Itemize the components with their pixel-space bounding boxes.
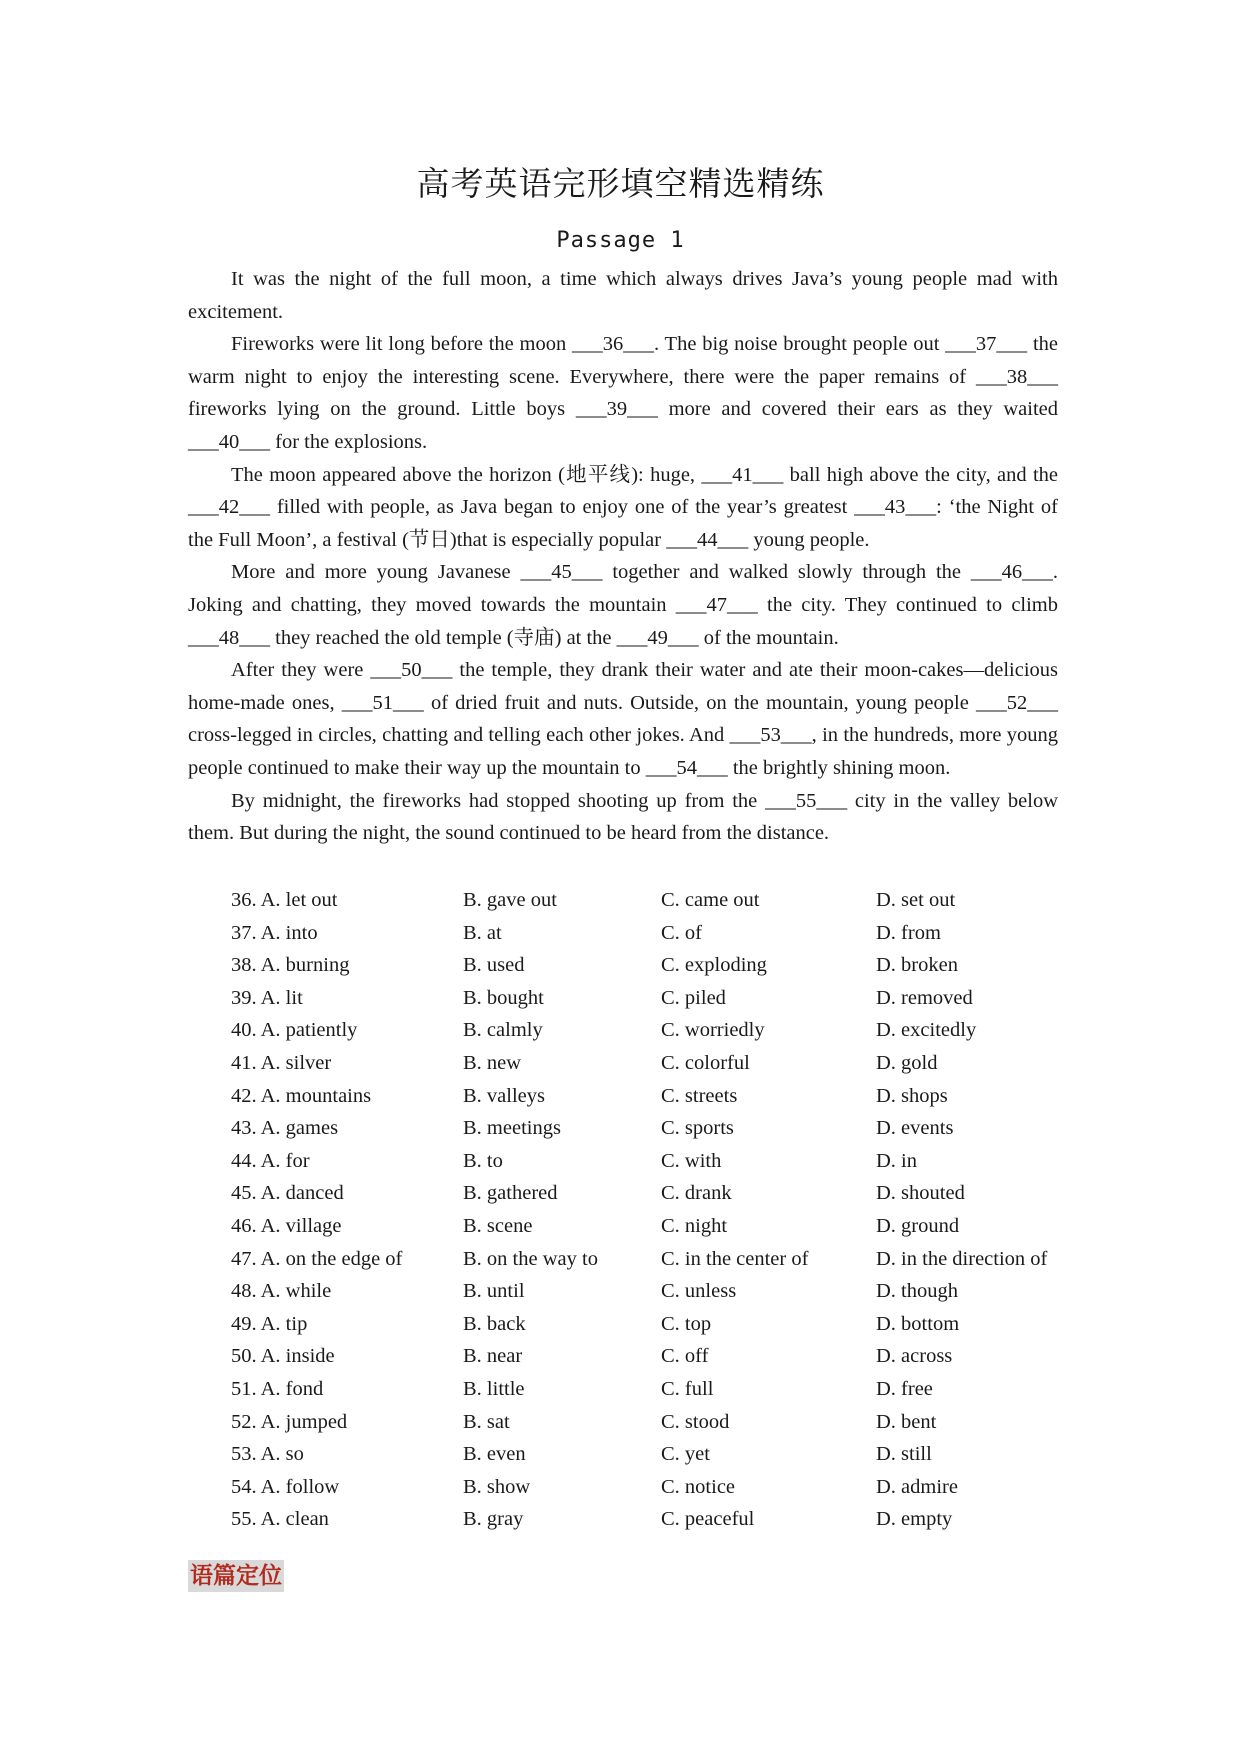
question-row [231, 884, 1071, 917]
option-a: 44. A. for [231, 1149, 310, 1172]
option-b: B. gave out [463, 889, 557, 911]
option-c: C. full [661, 1377, 714, 1400]
passage-paragraph: It was the night of the full moon, a time which always drives Java’s young people mad with excitement. [188, 268, 1058, 323]
option-a: 53. A. so [231, 1443, 304, 1466]
option-a: 48. A. while [231, 1280, 332, 1303]
option-b: B. near [463, 1345, 523, 1368]
option-c: C. yet [661, 1443, 710, 1466]
question-row [231, 1210, 1071, 1243]
question-row [231, 1471, 1071, 1504]
option-d: D. in [876, 1149, 917, 1172]
option-c: C. piled [661, 986, 726, 1009]
option-b: B. on the way to [463, 1247, 598, 1270]
option-a: 52. A. jumped [231, 1410, 348, 1433]
option-d: D. though [876, 1280, 958, 1303]
option-b: B. to [463, 1149, 503, 1172]
option-a: 37. A. into [231, 921, 318, 944]
question-row [231, 1503, 1071, 1536]
question-row [231, 1308, 1071, 1341]
option-a: 40. A. patiently [231, 1019, 358, 1042]
option-d: D. from [876, 921, 941, 944]
option-c: C. colorful [661, 1051, 750, 1074]
option-d: D. across [876, 1345, 953, 1368]
option-c: C. came out [661, 889, 760, 911]
option-b: B. gathered [463, 1182, 558, 1205]
option-b: B. valleys [463, 1084, 545, 1107]
option-d: D. bent [876, 1410, 937, 1433]
option-d: D. free [876, 1377, 933, 1400]
section-label: 语篇定位 [188, 1560, 284, 1592]
question-row [231, 1243, 1071, 1276]
passage-paragraph: Fireworks were lit long before the moon ___36___. The big noise brought people out ___37___ the warm night to enjoy the interesting scene. Everywhere, there were the paper remains of ___38___ fireworks lying on the ground. Little boys ___39___ more and covered their ears as they waited ___40___ for the explosions. [188, 333, 1058, 453]
option-b: B. meetings [463, 1117, 561, 1140]
option-a: 39. A. lit [231, 986, 303, 1009]
option-b: B. little [463, 1377, 525, 1400]
option-c: C. unless [661, 1280, 737, 1303]
option-c: C. night [661, 1214, 728, 1237]
option-b: B. calmly [463, 1019, 543, 1042]
passage-paragraph: The moon appeared above the horizon (地平线): huge, ___41___ ball high above the city, and the ___42___ filled with people, as Java began to enjoy one of the year’s greatest ___43___: ‘the Night of the Full Moon’, a festival (节日)that is especially popular ___44___ young people. [188, 463, 1058, 551]
question-row [231, 1177, 1071, 1210]
option-b: B. used [463, 954, 525, 977]
option-d: D. removed [876, 986, 973, 1009]
question-row [231, 1014, 1071, 1047]
option-d: D. bottom [876, 1312, 960, 1335]
option-d: D. set out [876, 889, 956, 911]
option-c: C. drank [661, 1182, 732, 1205]
option-d: D. empty [876, 1508, 953, 1531]
option-b: B. at [463, 921, 502, 944]
option-c: C. sports [661, 1117, 734, 1140]
option-d: D. admire [876, 1475, 958, 1498]
question-row [231, 1112, 1071, 1145]
option-a: 51. A. fond [231, 1377, 324, 1400]
option-c: C. with [661, 1149, 722, 1172]
option-a: 49. A. tip [231, 1312, 308, 1335]
question-row [231, 1438, 1071, 1471]
option-a: 45. A. danced [231, 1182, 344, 1205]
option-a: 54. A. follow [231, 1475, 340, 1498]
option-d: D. shops [876, 1084, 948, 1107]
option-b: B. even [463, 1443, 526, 1466]
passage-text [188, 263, 1058, 850]
option-d: D. still [876, 1443, 932, 1466]
option-b: B. new [463, 1051, 522, 1074]
question-row [231, 1275, 1071, 1308]
option-b: B. back [463, 1312, 526, 1335]
question-row [231, 1373, 1071, 1406]
option-a: 38. A. burning [231, 954, 350, 977]
option-b: B. bought [463, 986, 544, 1009]
option-c: C. streets [661, 1084, 738, 1107]
option-a: 55. A. clean [231, 1508, 329, 1531]
option-b: B. scene [463, 1214, 533, 1237]
option-d: D. events [876, 1117, 954, 1140]
question-row [231, 1145, 1071, 1178]
option-d: D. gold [876, 1051, 938, 1074]
option-a: 42. A. mountains [231, 1084, 372, 1107]
option-d: D. in the direction of [876, 1247, 1048, 1270]
option-c: C. exploding [661, 954, 767, 977]
option-d: D. broken [876, 954, 958, 977]
option-c: C. of [661, 921, 702, 944]
option-c: C. notice [661, 1475, 736, 1498]
question-row [231, 1340, 1071, 1373]
option-b: B. gray [463, 1508, 524, 1531]
option-a: 41. A. silver [231, 1051, 332, 1074]
option-a: 50. A. inside [231, 1345, 335, 1368]
answer-options [231, 884, 1071, 1536]
question-row [231, 982, 1071, 1015]
option-c: C. worriedly [661, 1019, 765, 1042]
option-a: 43. A. games [231, 1117, 339, 1140]
question-row [231, 1406, 1071, 1439]
option-d: D. ground [876, 1214, 960, 1237]
document-title: 高考英语完形填空精选精练 [416, 164, 825, 203]
option-b: B. until [463, 1280, 525, 1303]
option-a: 36. A. let out [231, 889, 338, 911]
passage-heading: Passage 1 [556, 228, 685, 253]
option-c: C. stood [661, 1410, 730, 1433]
passage-paragraph: After they were ___50___ the temple, they drank their water and ate their moon-cakes—delicious home-made ones, ___51___ of dried fruit and nuts. Outside, on the mountain, young people ___52___ cross-legged in circles, chatting and telling each other jokes. And ___53___, in the hundreds, more young people continued to make their way up the mountain to ___54___ the brightly shining moon. [188, 659, 1058, 779]
option-b: B. show [463, 1475, 531, 1498]
option-d: D. excitedly [876, 1019, 977, 1042]
option-a: 46. A. village [231, 1214, 342, 1237]
option-c: C. in the center of [661, 1247, 809, 1270]
question-row [231, 1080, 1071, 1113]
option-c: C. peaceful [661, 1508, 755, 1531]
passage-paragraph: More and more young Javanese ___45___ together and walked slowly through the ___46___. Joking and chatting, they moved towards the mountain ___47___ the city. They continued to climb ___48___ they reached the old temple (寺庙) at the ___49___ of the mountain. [188, 561, 1058, 649]
option-a: 47. A. on the edge of [231, 1247, 403, 1270]
option-c: C. top [661, 1312, 712, 1335]
question-row [231, 949, 1071, 982]
option-d: D. shouted [876, 1182, 965, 1205]
question-row [231, 917, 1071, 950]
passage-paragraph: By midnight, the fireworks had stopped shooting up from the ___55___ city in the valley below them. But during the night, the sound continued to be heard from the distance. [188, 789, 1058, 845]
question-row [231, 1047, 1071, 1080]
option-b: B. sat [463, 1410, 510, 1433]
option-c: C. off [661, 1345, 709, 1368]
